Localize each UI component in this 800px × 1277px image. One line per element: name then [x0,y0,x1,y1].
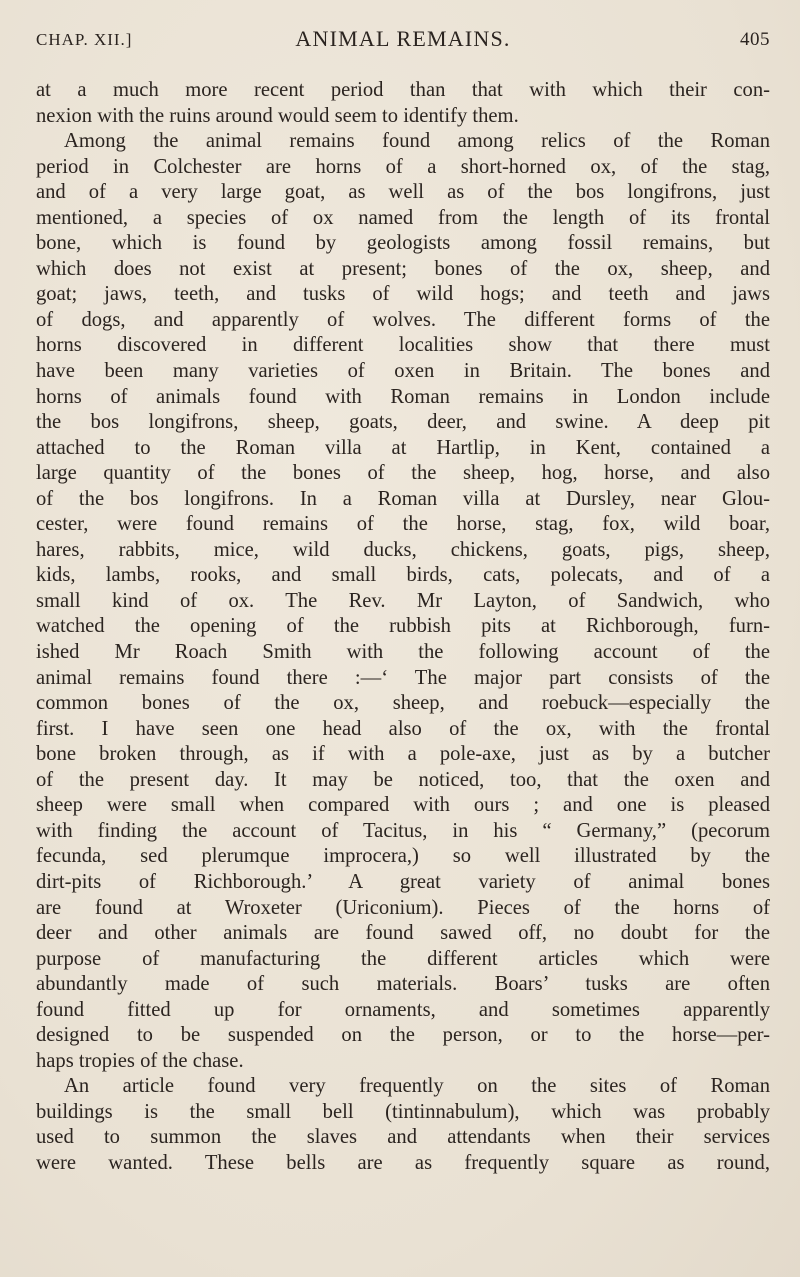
running-head [36,26,770,56]
chapter-label: CHAP. XII.] [36,30,133,49]
text-line: at a much more recent period than that with which their con- [36,79,770,101]
text-line: animal remains found there :—‘ The major part consists of the [36,666,770,689]
text-line: horns discovered in different localities show that there must [36,334,770,357]
text-line: first. I have seen one head also of the ox, with the frontal [36,717,770,740]
text-line: nexion with the ruins around would seem to identify them. [36,104,519,127]
text-line: fecunda, sed plerumque improcera,) so well illustrated by the [36,845,770,868]
text-line: buildings is the small bell (tintinnabulum), which was probably [36,1100,770,1123]
text-line: of the bos longifrons. In a Roman villa at Dursley, near Glou- [36,487,770,510]
text-line: period in Colchester are horns of a short-horned ox, of the stag, [36,155,770,178]
text-line: are found at Wroxeter (Uriconium). Pieces of the horns of [36,896,770,919]
page-number: 405 [740,29,770,50]
text-line: the bos longifrons, sheep, goats, deer, and swine. A deep pit [36,411,770,434]
page-title: ANIMAL REMAINS. [295,26,511,51]
text-line: An article found very frequently on the sites of Roman [64,1075,770,1098]
text-line: used to summon the slaves and attendants when their services [36,1126,770,1149]
text-line: goat; jaws, teeth, and tusks of wild hogs; and teeth and jaws [36,283,770,306]
text-line: of the present day. It may be noticed, too, that the oxen and [36,768,770,791]
body-text [36,78,770,1177]
text-line: cester, were found remains of the horse, stag, fox, wild boar, [36,513,770,536]
text-line: with finding the account of Tacitus, in his “ Germany,” (pecorum [36,819,770,842]
text-line: small kind of ox. The Rev. Mr Layton, of Sandwich, who [36,589,770,612]
text-line: designed to be suspended on the person, or to the horse—per- [36,1024,770,1047]
text-line: mentioned, a species of ox named from the length of its frontal [36,206,770,229]
text-line: which does not exist at present; bones of the ox, sheep, and [36,257,770,280]
text-line: deer and other animals are found sawed off, no doubt for the [36,922,770,945]
text-line: watched the opening of the rubbish pits at Richborough, furn- [36,615,770,638]
text-line: bone, which is found by geologists among fossil remains, but [36,232,770,255]
text-line: have been many varieties of oxen in Britain. The bones and [36,360,770,383]
text-line: of dogs, and apparently of wolves. The different forms of the [36,308,770,331]
text-line: kids, lambs, rooks, and small birds, cats, polecats, and of a [36,564,770,587]
text-line: purpose of manufacturing the different articles which were [36,947,770,970]
text-line: attached to the Roman villa at Hartlip, in Kent, contained a [36,436,770,459]
text-line: abundantly made of such materials. Boars’ tusks are often [36,973,770,996]
text-line: hares, rabbits, mice, wild ducks, chickens, goats, pigs, sheep, [36,538,770,561]
text-line: found fitted up for ornaments, and sometimes apparently [36,998,770,1021]
text-line: common bones of the ox, sheep, and roebuck—especially the [36,692,770,715]
text-line: haps tropies of the chase. [36,1049,244,1072]
text-line: large quantity of the bones of the sheep, hog, horse, and also [36,462,770,485]
text-line: horns of animals found with Roman remains in London include [36,385,770,408]
text-line: were wanted. These bells are as frequently square as round, [36,1151,770,1174]
text-line: sheep were small when compared with ours ; and one is pleased [36,794,770,817]
text-line: ished Mr Roach Smith with the following account of the [36,641,770,664]
text-line: dirt-pits of Richborough.’ A great variety of animal bones [36,870,770,893]
text-line: and of a very large goat, as well as of the bos longifrons, just [36,181,770,204]
text-line: bone broken through, as if with a pole-axe, just as by a butcher [36,743,770,766]
text-line: Among the animal remains found among relics of the Roman [64,130,770,153]
